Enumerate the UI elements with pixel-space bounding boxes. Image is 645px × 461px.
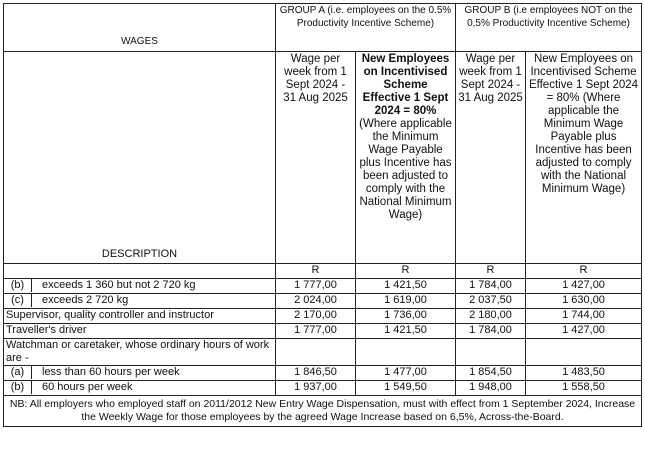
row-tag: (b): [4, 381, 32, 394]
group-a-heading: GROUP A (i.e. employees on the 0.5% Productivity Incentive Scheme): [276, 4, 456, 52]
group-b-wage: 1 854,50: [456, 366, 526, 381]
group-a-new-wage: 1 549,50: [356, 381, 456, 396]
row-tag: (b): [4, 279, 32, 292]
group-b-new-wage: 1 744,00: [526, 309, 642, 324]
wages-table: [3, 3, 642, 427]
group-a-new-wage: 1 619,00: [356, 294, 456, 309]
group-b-heading: GROUP B (i.e employees NOT on the 0,5% Productivity Incentive Scheme): [456, 4, 642, 52]
table-row: [4, 324, 642, 339]
group-a-wage: 2 170,00: [276, 309, 356, 324]
table-row: [4, 381, 642, 396]
row-label: Watchman or caretaker, whose ordinary hours of work are -: [4, 339, 276, 366]
group-b-new-wage: 1 483,50: [526, 366, 642, 381]
row-label: less than 60 hours per week: [42, 366, 180, 378]
wages-heading: WAGES: [4, 4, 276, 52]
table-row: [4, 279, 642, 294]
group-b-wage: 1 784,00: [456, 279, 526, 294]
unit-label: R: [526, 264, 642, 279]
table-row: [4, 366, 642, 381]
group-b-wage: 1 948,00: [456, 381, 526, 396]
group-b-new-employees-heading: New Employees on Incentivised Scheme Effective 1 Sept 2024 = 80% (Where applicable the Minimum Wage Payable plus Incentive has been adjusted to comply with the National Minimum Wage): [526, 52, 642, 264]
group-a-wage: 1 846,50: [276, 366, 356, 381]
group-b-wage-period-heading: Wage per week from 1 Sept 2024 - 31 Aug 2025: [456, 52, 526, 264]
group-b-new-wage: 1 630,00: [526, 294, 642, 309]
table-row: [4, 339, 642, 366]
table-row: [4, 294, 642, 309]
unit-label: R: [456, 264, 526, 279]
row-label: Traveller's driver: [4, 324, 276, 339]
group-a-new-wage: 1 736,00: [356, 309, 456, 324]
empty-cell: [456, 339, 526, 366]
row-description: [4, 366, 276, 381]
group-b-wage: 1 784,00: [456, 324, 526, 339]
row-tag: (a): [4, 366, 32, 379]
group-header-row: [4, 4, 642, 52]
group-b-wage: 2 037,50: [456, 294, 526, 309]
group-a-wage: 2 024,00: [276, 294, 356, 309]
table-row: [4, 309, 642, 324]
row-label: Supervisor, quality controller and instructor: [4, 309, 276, 324]
row-label: exceeds 2 720 kg: [42, 294, 129, 306]
column-header-row: [4, 52, 642, 264]
nb-note: NB: All employers who employed staff on 2011/2012 New Entry Wage Dispensation, must with effect from 1 September 2024, Increase the Weekly Wage for those employees by the agreed Wage Increase based on 6,5%, Across-the-Board.: [4, 396, 642, 427]
group-a-new-employees-note: (Where applicable the Minimum Wage Payable plus Incentive has been adjusted to comply with the National Minimum Wage): [359, 118, 452, 221]
group-b-new-wage: 1 558,50: [526, 381, 642, 396]
group-b-wage: 2 180,00: [456, 309, 526, 324]
unit-row: [4, 264, 642, 279]
empty-cell: [356, 339, 456, 366]
unit-blank-cell: [4, 264, 276, 279]
group-b-new-wage: 1 427,00: [526, 279, 642, 294]
group-a-wage-period-heading: Wage per week from 1 Sept 2024 - 31 Aug 2025: [276, 52, 356, 264]
group-a-new-wage: 1 477,00: [356, 366, 456, 381]
group-a-wage: 1 937,00: [276, 381, 356, 396]
group-a-new-employees-heading: [356, 52, 456, 264]
row-description: [4, 381, 276, 396]
unit-label: R: [356, 264, 456, 279]
group-a-wage: 1 777,00: [276, 279, 356, 294]
note-row: [4, 396, 642, 427]
group-a-new-wage: 1 421,50: [356, 324, 456, 339]
row-description: [4, 279, 276, 294]
row-description: [4, 294, 276, 309]
group-a-new-employees-title: New Employees on Incentivised Scheme Effective 1 Sept 2024 = 80%: [361, 53, 450, 117]
group-a-wage: 1 777,00: [276, 324, 356, 339]
row-tag: (c): [4, 294, 32, 307]
row-label: exceeds 1 360 but not 2 720 kg: [42, 279, 196, 291]
row-label: 60 hours per week: [42, 381, 133, 393]
group-b-new-wage: 1 427,00: [526, 324, 642, 339]
group-a-new-wage: 1 421,50: [356, 279, 456, 294]
empty-cell: [526, 339, 642, 366]
unit-label: R: [276, 264, 356, 279]
description-heading: DESCRIPTION: [4, 52, 276, 264]
empty-cell: [276, 339, 356, 366]
